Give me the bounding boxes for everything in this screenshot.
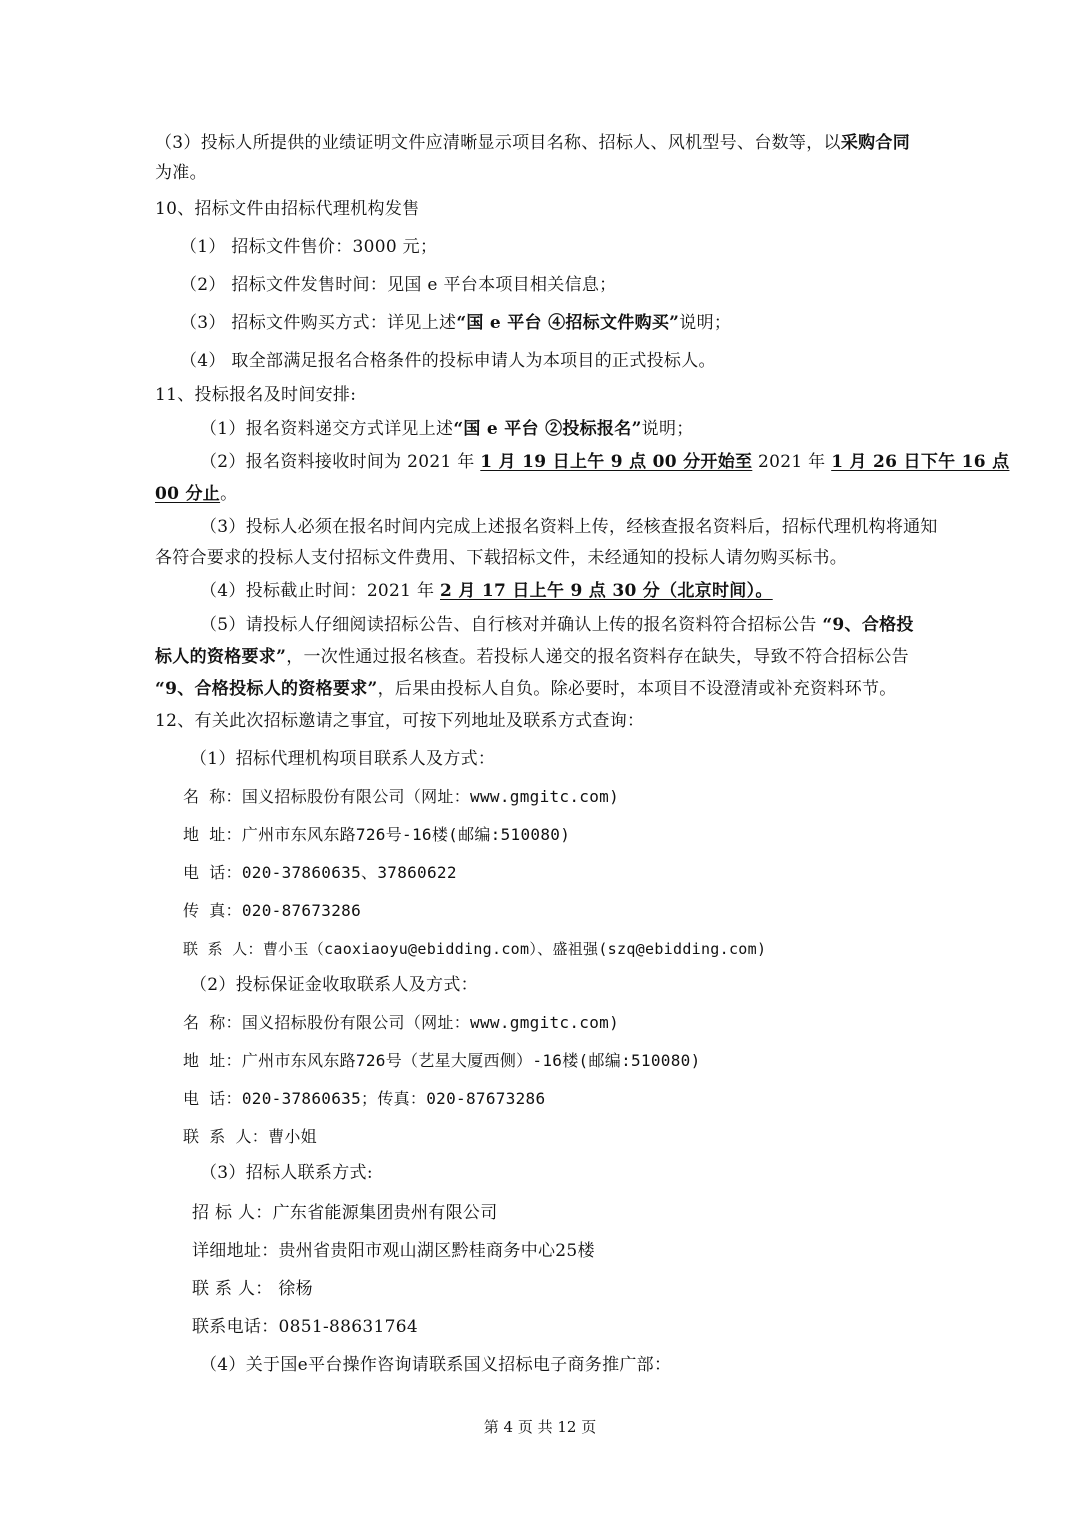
list-item: （1） 招标文件售价：3000 元； [180, 237, 438, 257]
contact-line: 传 真：020-87673286 [183, 901, 362, 920]
contact-line: 联 系 人： 徐杨 [192, 1279, 313, 1299]
list-item: （3）投标人必须在报名时间内完成上述报名资料上传，经核查报名资料后，招标代理机构将通知 [200, 517, 938, 537]
subsection-heading: （2）投标保证金收取联系人及方式： [190, 975, 478, 995]
list-item [180, 311, 731, 335]
section-heading: 10、招标文件由招标代理机构发售 [155, 199, 420, 219]
list-item [200, 417, 694, 441]
subsection-heading: （4）关于国e平台操作咨询请联系国义招标电子商务推广部： [200, 1355, 672, 1375]
bold-text: “9、合格投标人的资格要求” [155, 679, 378, 699]
contact-line: 联系电话：0851-88631764 [192, 1317, 418, 1337]
contact-line: 联 系 人：曹小姐 [183, 1127, 317, 1146]
contact-line: 招 标 人：广东省能源集团贵州有限公司 [192, 1203, 498, 1223]
text-line [155, 645, 909, 669]
bold-underlined-text: 00 分止 [155, 484, 221, 504]
contact-line: 电 话：020-37860635、37860622 [183, 863, 457, 882]
text-run: （3） 招标文件购买方式：详见上述 [180, 313, 457, 333]
text-run: 2021 年 [752, 452, 832, 472]
bold-text: “9、合格投 [822, 615, 914, 635]
text-run: （5）请投标人仔细阅读招标公告、自行核对并确认上传的报名资料符合招标公告 [200, 615, 823, 635]
text-run: 说明； [679, 313, 732, 333]
subsection-heading: （3）招标人联系方式: [200, 1163, 373, 1183]
bold-underlined-text: 1 月 19 日上午 9 点 00 分开始至 [480, 452, 753, 472]
text-line: 为准。 [155, 163, 207, 183]
contact-line: 地 址：广州市东风东路726号（艺星大厦西侧）-16楼(邮编:510080) [183, 1051, 701, 1070]
contact-line: 名 称：国义招标股份有限公司（网址：www.gmgitc.com) [183, 787, 620, 806]
text-run: （4）投标截止时间：2021 年 [200, 581, 440, 601]
page-number-footer: 第 4 页 共 12 页 [483, 1418, 597, 1436]
contact-line: 名 称：国义招标股份有限公司（网址：www.gmgitc.com) [183, 1013, 620, 1032]
bold-text: 标人的资格要求” [155, 647, 287, 667]
bold-text: “国 e 平台 ②投标报名” [453, 419, 642, 439]
section-heading: 12、有关此次招标邀请之事宜，可按下列地址及联系方式查询： [155, 711, 645, 731]
contact-line: 联 系 人：曹小玉（caoxiaoyu@ebidding.com）、盛祖强(szq@ebidding.com) [183, 940, 767, 958]
text-line [155, 677, 897, 701]
contact-line: 电 话：020-37860635；传真：020-87673286 [183, 1089, 546, 1108]
contact-line: 地 址：广州市东风东路726号-16楼(邮编:510080) [183, 825, 571, 844]
list-item: （4） 取全部满足报名合格条件的投标申请人为本项目的正式投标人。 [180, 351, 716, 371]
text-run: ，一次性通过报名核查。若投标人递交的报名资料存在缺失，导致不符合招标公告 [286, 647, 909, 667]
text-line [155, 131, 910, 155]
contact-line: 详细地址：贵州省贵阳市观山湖区黔桂商务中心25楼 [192, 1241, 595, 1261]
list-item [200, 450, 1009, 474]
text-run: 。 [220, 484, 238, 504]
list-item [200, 579, 773, 603]
text-run: 说明； [641, 419, 694, 439]
subsection-heading: （1）招标代理机构项目联系人及方式： [190, 749, 496, 769]
bold-text: “国 e 平台 ④招标文件购买” [456, 313, 680, 333]
text-line: 各符合要求的投标人支付招标文件费用、下载招标文件，未经通知的投标人请勿购买标书。 [155, 548, 847, 568]
text-line [155, 482, 237, 506]
list-item: （2） 招标文件发售时间：见国 e 平台本项目相关信息； [180, 275, 617, 295]
bold-text: 采购合同 [840, 133, 911, 153]
bold-underlined-text: 2 月 17 日上午 9 点 30 分（北京时间）。 [440, 581, 773, 601]
text-run: （2）报名资料接收时间为 2021 年 [200, 452, 481, 472]
list-item [200, 613, 914, 637]
text-run: （3）投标人所提供的业绩证明文件应清晰显示项目名称、招标人、风机型号、台数等，以 [155, 133, 841, 153]
section-heading: 11、投标报名及时间安排: [155, 385, 357, 405]
bold-underlined-text: 1 月 26 日下午 16 点 [831, 452, 1010, 472]
text-run: （1）报名资料递交方式详见上述 [200, 419, 454, 439]
text-run: ，后果由投标人自负。除必要时，本项目不设澄清或补充资料环节。 [377, 679, 897, 699]
